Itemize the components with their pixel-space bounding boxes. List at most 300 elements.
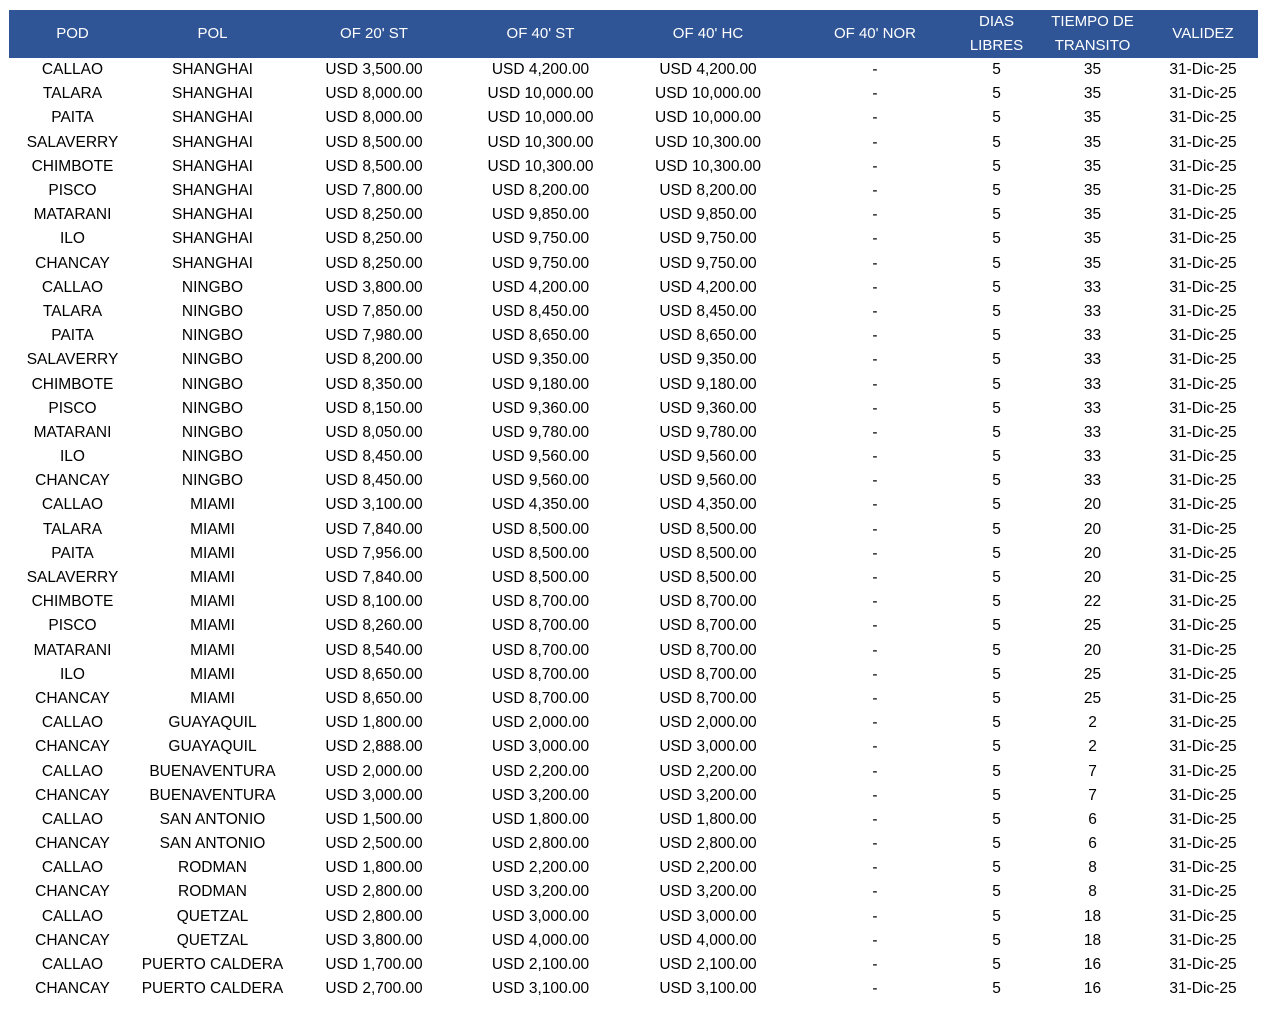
pol-cell[interactable]: SHANGHAI <box>172 109 253 127</box>
pod-cell[interactable]: CHANCAY <box>35 931 110 949</box>
of-40-hc-cell[interactable]: USD 4,350.00 <box>659 496 757 514</box>
of-20-st-cell[interactable]: USD 8,650.00 <box>325 665 423 683</box>
of-40-hc-cell[interactable]: USD 9,360.00 <box>659 399 757 417</box>
dias-libres-cell[interactable]: 5 <box>992 254 1001 272</box>
tiempo-transito-cell[interactable]: 20 <box>1083 641 1102 659</box>
pod-cell[interactable]: CALLAO <box>41 278 104 296</box>
tiempo-transito-cell[interactable]: 20 <box>1083 496 1102 514</box>
tiempo-transito-cell[interactable]: 8 <box>1088 883 1097 901</box>
pod-cell[interactable]: ILO <box>60 665 85 683</box>
of-40-hc-cell[interactable]: USD 2,000.00 <box>659 714 757 732</box>
dias-libres-cell[interactable]: 5 <box>992 931 1001 949</box>
of-20-st-cell[interactable]: USD 3,500.00 <box>325 61 423 79</box>
of-40-st-cell[interactable]: USD 4,000.00 <box>491 931 590 949</box>
of-20-st-cell[interactable]: USD 8,250.00 <box>325 230 423 248</box>
of-40-st-cell[interactable]: USD 3,000.00 <box>491 738 590 756</box>
dias-libres-cell[interactable]: 5 <box>992 980 1001 998</box>
validez-cell[interactable]: 31-Dic-25 <box>1169 61 1237 79</box>
pol-cell[interactable]: RODMAN <box>178 859 247 877</box>
tiempo-transito-cell[interactable]: 35 <box>1083 61 1102 79</box>
of-40-hc-cell[interactable]: USD 2,100.00 <box>659 956 757 974</box>
pol-cell[interactable]: GUAYAQUIL <box>168 738 257 756</box>
of-40-nor-cell[interactable]: - <box>872 665 878 683</box>
pod-cell[interactable]: CHANCAY <box>35 883 110 901</box>
pol-cell[interactable]: QUETZAL <box>176 907 249 925</box>
tiempo-transito-cell[interactable]: 2 <box>1088 738 1097 756</box>
of-20-st-cell[interactable]: USD 1,800.00 <box>325 714 423 732</box>
of-40-hc-cell[interactable]: USD 8,700.00 <box>659 593 757 611</box>
pol-cell[interactable]: SHANGHAI <box>172 61 253 79</box>
pol-cell[interactable]: MIAMI <box>190 544 235 562</box>
pol-cell[interactable]: SHANGHAI <box>172 206 253 224</box>
pod-cell[interactable]: CHIMBOTE <box>31 593 114 611</box>
pol-cell[interactable]: NINGBO <box>181 351 244 369</box>
of-40-st-cell[interactable]: USD 9,750.00 <box>491 254 590 272</box>
dias-libres-cell[interactable]: 5 <box>992 786 1001 804</box>
of-40-st-cell[interactable]: USD 9,560.00 <box>491 448 590 466</box>
validez-cell[interactable]: 31-Dic-25 <box>1169 157 1237 175</box>
of-40-nor-cell[interactable]: - <box>872 859 878 877</box>
of-40-nor-cell[interactable]: - <box>872 931 878 949</box>
of-40-hc-cell[interactable]: USD 3,200.00 <box>659 786 757 804</box>
pol-cell[interactable]: NINGBO <box>181 278 244 296</box>
tiempo-transito-cell[interactable]: 6 <box>1088 810 1097 828</box>
pod-cell[interactable]: PISCO <box>48 182 97 200</box>
of-40-nor-cell[interactable]: - <box>872 472 878 490</box>
pod-cell[interactable]: ILO <box>60 448 85 466</box>
of-40-hc-cell[interactable]: USD 8,700.00 <box>659 641 757 659</box>
of-20-st-cell[interactable]: USD 8,500.00 <box>325 157 423 175</box>
of-40-st-cell[interactable]: USD 8,700.00 <box>491 617 590 635</box>
dias-libres-cell[interactable]: 5 <box>992 157 1001 175</box>
dias-libres-cell[interactable]: 5 <box>992 593 1001 611</box>
pod-cell[interactable]: CALLAO <box>41 859 104 877</box>
tiempo-transito-cell[interactable]: 20 <box>1083 569 1102 587</box>
validez-cell[interactable]: 31-Dic-25 <box>1169 689 1237 707</box>
of-40-st-cell[interactable]: USD 10,000.00 <box>487 85 594 103</box>
of-20-st-cell[interactable]: USD 1,500.00 <box>325 810 423 828</box>
of-40-hc-cell[interactable]: USD 9,850.00 <box>659 206 757 224</box>
of-40-nor-cell[interactable]: - <box>872 956 878 974</box>
of-40-nor-cell[interactable]: - <box>872 980 878 998</box>
pol-cell[interactable]: NINGBO <box>181 302 244 320</box>
pod-cell[interactable]: CALLAO <box>41 762 104 780</box>
header-of-20-st[interactable]: OF 20' ST <box>289 10 459 58</box>
of-20-st-cell[interactable]: USD 3,000.00 <box>325 786 423 804</box>
of-40-hc-cell[interactable]: USD 9,560.00 <box>659 448 757 466</box>
pod-cell[interactable]: TALARA <box>42 85 103 103</box>
validez-cell[interactable]: 31-Dic-25 <box>1169 931 1237 949</box>
pol-cell[interactable]: NINGBO <box>181 448 244 466</box>
of-20-st-cell[interactable]: USD 8,250.00 <box>325 206 423 224</box>
validez-cell[interactable]: 31-Dic-25 <box>1169 835 1237 853</box>
tiempo-transito-cell[interactable]: 18 <box>1083 907 1102 925</box>
pol-cell[interactable]: MIAMI <box>190 641 235 659</box>
dias-libres-cell[interactable]: 5 <box>992 835 1001 853</box>
of-40-st-cell[interactable]: USD 8,700.00 <box>491 593 590 611</box>
of-40-st-cell[interactable]: USD 9,350.00 <box>491 351 590 369</box>
pol-cell[interactable]: SHANGHAI <box>172 182 253 200</box>
of-40-nor-cell[interactable]: - <box>872 278 878 296</box>
of-20-st-cell[interactable]: USD 7,956.00 <box>325 544 423 562</box>
of-40-st-cell[interactable]: USD 3,100.00 <box>491 980 590 998</box>
of-20-st-cell[interactable]: USD 7,980.00 <box>325 327 423 345</box>
pod-cell[interactable]: CALLAO <box>41 956 104 974</box>
of-40-hc-cell[interactable]: USD 10,300.00 <box>655 157 761 175</box>
tiempo-transito-cell[interactable]: 22 <box>1083 593 1102 611</box>
of-40-hc-cell[interactable]: USD 9,560.00 <box>659 472 757 490</box>
of-40-st-cell[interactable]: USD 8,500.00 <box>491 569 590 587</box>
validez-cell[interactable]: 31-Dic-25 <box>1169 617 1237 635</box>
of-40-st-cell[interactable]: USD 3,200.00 <box>491 883 590 901</box>
of-40-hc-cell[interactable]: USD 8,700.00 <box>659 689 757 707</box>
tiempo-transito-cell[interactable]: 33 <box>1083 423 1102 441</box>
of-20-st-cell[interactable]: USD 2,500.00 <box>325 835 423 853</box>
of-40-hc-cell[interactable]: USD 9,780.00 <box>659 423 757 441</box>
of-40-nor-cell[interactable]: - <box>872 810 878 828</box>
of-40-hc-cell[interactable]: USD 8,500.00 <box>659 544 757 562</box>
pod-cell[interactable]: CHANCAY <box>35 254 110 272</box>
dias-libres-cell[interactable]: 5 <box>992 689 1001 707</box>
of-40-st-cell[interactable]: USD 8,500.00 <box>491 544 590 562</box>
of-20-st-cell[interactable]: USD 8,050.00 <box>325 423 423 441</box>
tiempo-transito-cell[interactable]: 25 <box>1083 617 1102 635</box>
of-40-st-cell[interactable]: USD 8,650.00 <box>491 327 590 345</box>
dias-libres-cell[interactable]: 5 <box>992 665 1001 683</box>
dias-libres-cell[interactable]: 5 <box>992 109 1001 127</box>
validez-cell[interactable]: 31-Dic-25 <box>1169 472 1237 490</box>
of-40-nor-cell[interactable]: - <box>872 738 878 756</box>
tiempo-transito-cell[interactable]: 33 <box>1083 375 1102 393</box>
tiempo-transito-cell[interactable]: 16 <box>1083 980 1102 998</box>
pod-cell[interactable]: CHIMBOTE <box>31 375 114 393</box>
tiempo-transito-cell[interactable]: 35 <box>1083 206 1102 224</box>
validez-cell[interactable]: 31-Dic-25 <box>1169 907 1237 925</box>
of-40-hc-cell[interactable]: USD 8,500.00 <box>659 569 757 587</box>
pol-cell[interactable]: MIAMI <box>190 496 235 514</box>
dias-libres-cell[interactable]: 5 <box>992 714 1001 732</box>
of-40-st-cell[interactable]: USD 8,200.00 <box>491 182 590 200</box>
of-20-st-cell[interactable]: USD 7,800.00 <box>325 182 423 200</box>
of-40-nor-cell[interactable]: - <box>872 351 878 369</box>
of-20-st-cell[interactable]: USD 3,800.00 <box>325 931 423 949</box>
pol-cell[interactable]: MIAMI <box>190 689 235 707</box>
of-20-st-cell[interactable]: USD 8,350.00 <box>325 375 423 393</box>
dias-libres-cell[interactable]: 5 <box>992 399 1001 417</box>
pol-cell[interactable]: GUAYAQUIL <box>168 714 257 732</box>
of-40-hc-cell[interactable]: USD 3,100.00 <box>659 980 757 998</box>
validez-cell[interactable]: 31-Dic-25 <box>1169 496 1237 514</box>
tiempo-transito-cell[interactable]: 25 <box>1083 689 1102 707</box>
header-tiempo-transito[interactable] <box>1037 10 1148 58</box>
of-40-hc-cell[interactable]: USD 10,300.00 <box>655 133 761 151</box>
of-20-st-cell[interactable]: USD 8,000.00 <box>325 109 423 127</box>
of-40-nor-cell[interactable]: - <box>872 907 878 925</box>
pod-cell[interactable]: CHANCAY <box>35 980 110 998</box>
of-20-st-cell[interactable]: USD 8,150.00 <box>325 399 423 417</box>
pod-cell[interactable]: CHANCAY <box>35 835 110 853</box>
of-20-st-cell[interactable]: USD 2,700.00 <box>325 980 423 998</box>
of-40-hc-cell[interactable]: USD 4,200.00 <box>659 61 757 79</box>
of-40-st-cell[interactable]: USD 9,850.00 <box>491 206 590 224</box>
validez-cell[interactable]: 31-Dic-25 <box>1169 786 1237 804</box>
of-40-st-cell[interactable]: USD 2,800.00 <box>491 835 590 853</box>
of-40-hc-cell[interactable]: USD 8,500.00 <box>659 520 757 538</box>
validez-cell[interactable]: 31-Dic-25 <box>1169 569 1237 587</box>
validez-cell[interactable]: 31-Dic-25 <box>1169 810 1237 828</box>
of-40-nor-cell[interactable]: - <box>872 569 878 587</box>
validez-cell[interactable]: 31-Dic-25 <box>1169 230 1237 248</box>
of-40-st-cell[interactable]: USD 8,450.00 <box>491 302 590 320</box>
of-40-hc-cell[interactable]: USD 2,200.00 <box>659 859 757 877</box>
dias-libres-cell[interactable]: 5 <box>992 375 1001 393</box>
pol-cell[interactable]: PUERTO CALDERA <box>141 956 284 974</box>
dias-libres-cell[interactable]: 5 <box>992 907 1001 925</box>
dias-libres-cell[interactable]: 5 <box>992 641 1001 659</box>
validez-cell[interactable]: 31-Dic-25 <box>1169 327 1237 345</box>
of-40-hc-cell[interactable]: USD 8,700.00 <box>659 665 757 683</box>
pol-cell[interactable]: MIAMI <box>190 593 235 611</box>
pod-cell[interactable]: MATARANI <box>33 641 112 659</box>
of-40-nor-cell[interactable]: - <box>872 593 878 611</box>
of-40-hc-cell[interactable]: USD 8,450.00 <box>659 302 757 320</box>
of-40-hc-cell[interactable]: USD 9,180.00 <box>659 375 757 393</box>
validez-cell[interactable]: 31-Dic-25 <box>1169 544 1237 562</box>
of-40-st-cell[interactable]: USD 8,700.00 <box>491 641 590 659</box>
pod-cell[interactable]: PAITA <box>51 109 94 127</box>
of-40-nor-cell[interactable]: - <box>872 254 878 272</box>
pol-cell[interactable]: PUERTO CALDERA <box>141 980 284 998</box>
of-40-nor-cell[interactable]: - <box>872 689 878 707</box>
dias-libres-cell[interactable]: 5 <box>992 327 1001 345</box>
of-40-st-cell[interactable]: USD 4,350.00 <box>491 496 590 514</box>
header-of-40-nor[interactable]: OF 40' NOR <box>794 10 956 58</box>
tiempo-transito-cell[interactable]: 33 <box>1083 472 1102 490</box>
pol-cell[interactable]: BUENAVENTURA <box>149 762 276 780</box>
of-20-st-cell[interactable]: USD 8,250.00 <box>325 254 423 272</box>
pol-cell[interactable]: MIAMI <box>190 569 235 587</box>
pod-cell[interactable]: SALAVERRY <box>26 569 119 587</box>
dias-libres-cell[interactable]: 5 <box>992 883 1001 901</box>
validez-cell[interactable]: 31-Dic-25 <box>1169 859 1237 877</box>
of-40-st-cell[interactable]: USD 4,200.00 <box>491 61 590 79</box>
of-40-st-cell[interactable]: USD 9,560.00 <box>491 472 590 490</box>
of-20-st-cell[interactable]: USD 8,650.00 <box>325 689 423 707</box>
pod-cell[interactable]: PISCO <box>48 617 97 635</box>
of-20-st-cell[interactable]: USD 3,800.00 <box>325 278 423 296</box>
dias-libres-cell[interactable]: 5 <box>992 423 1001 441</box>
tiempo-transito-cell[interactable]: 33 <box>1083 399 1102 417</box>
of-40-nor-cell[interactable]: - <box>872 544 878 562</box>
pol-cell[interactable]: SHANGHAI <box>172 254 253 272</box>
of-40-hc-cell[interactable]: USD 3,000.00 <box>659 738 757 756</box>
of-20-st-cell[interactable]: USD 2,000.00 <box>325 762 423 780</box>
validez-cell[interactable]: 31-Dic-25 <box>1169 399 1237 417</box>
of-40-hc-cell[interactable]: USD 10,000.00 <box>655 85 761 103</box>
validez-cell[interactable]: 31-Dic-25 <box>1169 254 1237 272</box>
tiempo-transito-cell[interactable]: 35 <box>1083 254 1102 272</box>
validez-cell[interactable]: 31-Dic-25 <box>1169 206 1237 224</box>
of-40-nor-cell[interactable]: - <box>872 399 878 417</box>
of-40-nor-cell[interactable]: - <box>872 109 878 127</box>
dias-libres-cell[interactable]: 5 <box>992 956 1001 974</box>
validez-cell[interactable]: 31-Dic-25 <box>1169 182 1237 200</box>
dias-libres-cell[interactable]: 5 <box>992 859 1001 877</box>
tiempo-transito-cell[interactable]: 33 <box>1083 278 1102 296</box>
of-40-nor-cell[interactable]: - <box>872 448 878 466</box>
validez-cell[interactable]: 31-Dic-25 <box>1169 641 1237 659</box>
of-40-st-cell[interactable]: USD 9,180.00 <box>491 375 590 393</box>
validez-cell[interactable]: 31-Dic-25 <box>1169 520 1237 538</box>
pod-cell[interactable]: TALARA <box>42 302 103 320</box>
dias-libres-cell[interactable]: 5 <box>992 351 1001 369</box>
of-40-nor-cell[interactable]: - <box>872 496 878 514</box>
of-20-st-cell[interactable]: USD 2,888.00 <box>325 738 423 756</box>
of-40-hc-cell[interactable]: USD 1,800.00 <box>659 810 757 828</box>
of-40-nor-cell[interactable]: - <box>872 61 878 79</box>
validez-cell[interactable]: 31-Dic-25 <box>1169 351 1237 369</box>
of-40-hc-cell[interactable]: USD 3,000.00 <box>659 907 757 925</box>
tiempo-transito-cell[interactable]: 33 <box>1083 327 1102 345</box>
dias-libres-cell[interactable]: 5 <box>992 85 1001 103</box>
pol-cell[interactable]: MIAMI <box>190 617 235 635</box>
of-40-hc-cell[interactable]: USD 4,200.00 <box>659 278 757 296</box>
pol-cell[interactable]: SHANGHAI <box>172 133 253 151</box>
pol-cell[interactable]: MIAMI <box>190 665 235 683</box>
tiempo-transito-cell[interactable]: 35 <box>1083 85 1102 103</box>
dias-libres-cell[interactable]: 5 <box>992 520 1001 538</box>
of-40-st-cell[interactable]: USD 9,360.00 <box>491 399 590 417</box>
validez-cell[interactable]: 31-Dic-25 <box>1169 109 1237 127</box>
validez-cell[interactable]: 31-Dic-25 <box>1169 738 1237 756</box>
of-40-st-cell[interactable]: USD 2,000.00 <box>491 714 590 732</box>
of-40-st-cell[interactable]: USD 2,200.00 <box>491 762 590 780</box>
of-20-st-cell[interactable]: USD 8,540.00 <box>325 641 423 659</box>
pol-cell[interactable]: NINGBO <box>181 423 244 441</box>
pol-cell[interactable]: NINGBO <box>181 399 244 417</box>
pod-cell[interactable]: CALLAO <box>41 907 104 925</box>
pol-cell[interactable]: SHANGHAI <box>172 230 253 248</box>
of-40-nor-cell[interactable]: - <box>872 762 878 780</box>
dias-libres-cell[interactable]: 5 <box>992 617 1001 635</box>
of-40-nor-cell[interactable]: - <box>872 835 878 853</box>
validez-cell[interactable]: 31-Dic-25 <box>1169 423 1237 441</box>
pod-cell[interactable]: PAITA <box>51 327 94 345</box>
of-40-st-cell[interactable]: USD 9,780.00 <box>491 423 590 441</box>
validez-cell[interactable]: 31-Dic-25 <box>1169 762 1237 780</box>
pod-cell[interactable]: PAITA <box>51 544 94 562</box>
of-40-st-cell[interactable]: USD 10,000.00 <box>487 109 594 127</box>
header-of-40-st[interactable]: OF 40' ST <box>459 10 622 58</box>
header-validez[interactable]: VALIDEZ <box>1148 10 1258 58</box>
of-20-st-cell[interactable]: USD 3,100.00 <box>325 496 423 514</box>
pol-cell[interactable]: SAN ANTONIO <box>159 835 266 853</box>
of-40-nor-cell[interactable]: - <box>872 157 878 175</box>
tiempo-transito-cell[interactable]: 7 <box>1088 762 1097 780</box>
tiempo-transito-cell[interactable]: 2 <box>1088 714 1097 732</box>
pod-cell[interactable]: MATARANI <box>33 206 112 224</box>
of-20-st-cell[interactable]: USD 8,450.00 <box>325 448 423 466</box>
of-40-st-cell[interactable]: USD 1,800.00 <box>491 810 590 828</box>
pod-cell[interactable]: TALARA <box>42 520 103 538</box>
pol-cell[interactable]: SHANGHAI <box>172 157 253 175</box>
validez-cell[interactable]: 31-Dic-25 <box>1169 302 1237 320</box>
validez-cell[interactable]: 31-Dic-25 <box>1169 448 1237 466</box>
pod-cell[interactable]: SALAVERRY <box>26 351 119 369</box>
pol-cell[interactable]: RODMAN <box>178 883 247 901</box>
header-of-40-hc[interactable]: OF 40' HC <box>622 10 794 58</box>
of-40-hc-cell[interactable]: USD 3,200.00 <box>659 883 757 901</box>
pod-cell[interactable]: CHANCAY <box>35 689 110 707</box>
of-40-nor-cell[interactable]: - <box>872 206 878 224</box>
of-40-st-cell[interactable]: USD 3,200.00 <box>491 786 590 804</box>
pod-cell[interactable]: CALLAO <box>41 496 104 514</box>
of-20-st-cell[interactable]: USD 1,700.00 <box>325 956 423 974</box>
pod-cell[interactable]: CHIMBOTE <box>31 157 114 175</box>
pol-cell[interactable]: SAN ANTONIO <box>159 810 266 828</box>
tiempo-transito-cell[interactable]: 33 <box>1083 448 1102 466</box>
of-40-nor-cell[interactable]: - <box>872 423 878 441</box>
validez-cell[interactable]: 31-Dic-25 <box>1169 980 1237 998</box>
tiempo-transito-cell[interactable]: 33 <box>1083 351 1102 369</box>
tiempo-transito-cell[interactable]: 35 <box>1083 230 1102 248</box>
pod-cell[interactable]: CHANCAY <box>35 738 110 756</box>
dias-libres-cell[interactable]: 5 <box>992 206 1001 224</box>
dias-libres-cell[interactable]: 5 <box>992 61 1001 79</box>
of-40-st-cell[interactable]: USD 8,700.00 <box>491 665 590 683</box>
dias-libres-cell[interactable]: 5 <box>992 544 1001 562</box>
of-40-hc-cell[interactable]: USD 2,200.00 <box>659 762 757 780</box>
tiempo-transito-cell[interactable]: 16 <box>1083 956 1102 974</box>
validez-cell[interactable]: 31-Dic-25 <box>1169 85 1237 103</box>
tiempo-transito-cell[interactable]: 35 <box>1083 157 1102 175</box>
of-40-hc-cell[interactable]: USD 9,750.00 <box>659 230 757 248</box>
of-20-st-cell[interactable]: USD 8,200.00 <box>325 351 423 369</box>
tiempo-transito-cell[interactable]: 35 <box>1083 182 1102 200</box>
pol-cell[interactable]: BUENAVENTURA <box>149 786 276 804</box>
of-40-nor-cell[interactable]: - <box>872 327 878 345</box>
pol-cell[interactable]: QUETZAL <box>176 931 249 949</box>
pol-cell[interactable]: NINGBO <box>181 327 244 345</box>
validez-cell[interactable]: 31-Dic-25 <box>1169 883 1237 901</box>
of-20-st-cell[interactable]: USD 8,500.00 <box>325 133 423 151</box>
of-40-nor-cell[interactable]: - <box>872 375 878 393</box>
tiempo-transito-cell[interactable]: 7 <box>1088 786 1097 804</box>
header-pol[interactable]: POL <box>136 10 289 58</box>
tiempo-transito-cell[interactable]: 20 <box>1083 544 1102 562</box>
of-40-hc-cell[interactable]: USD 8,650.00 <box>659 327 757 345</box>
of-20-st-cell[interactable]: USD 8,100.00 <box>325 593 423 611</box>
dias-libres-cell[interactable]: 5 <box>992 230 1001 248</box>
of-40-hc-cell[interactable]: USD 10,000.00 <box>655 109 761 127</box>
of-40-st-cell[interactable]: USD 2,100.00 <box>491 956 590 974</box>
validez-cell[interactable]: 31-Dic-25 <box>1169 665 1237 683</box>
header-dias-libres[interactable] <box>956 10 1037 58</box>
of-40-st-cell[interactable]: USD 8,500.00 <box>491 520 590 538</box>
of-20-st-cell[interactable]: USD 8,450.00 <box>325 472 423 490</box>
of-40-st-cell[interactable]: USD 3,000.00 <box>491 907 590 925</box>
of-40-nor-cell[interactable]: - <box>872 230 878 248</box>
dias-libres-cell[interactable]: 5 <box>992 182 1001 200</box>
of-20-st-cell[interactable]: USD 8,000.00 <box>325 85 423 103</box>
of-40-hc-cell[interactable]: USD 9,350.00 <box>659 351 757 369</box>
of-40-st-cell[interactable]: USD 2,200.00 <box>491 859 590 877</box>
of-40-nor-cell[interactable]: - <box>872 883 878 901</box>
dias-libres-cell[interactable]: 5 <box>992 496 1001 514</box>
dias-libres-cell[interactable]: 5 <box>992 302 1001 320</box>
of-40-st-cell[interactable]: USD 10,300.00 <box>487 133 594 151</box>
of-20-st-cell[interactable]: USD 7,840.00 <box>325 520 423 538</box>
